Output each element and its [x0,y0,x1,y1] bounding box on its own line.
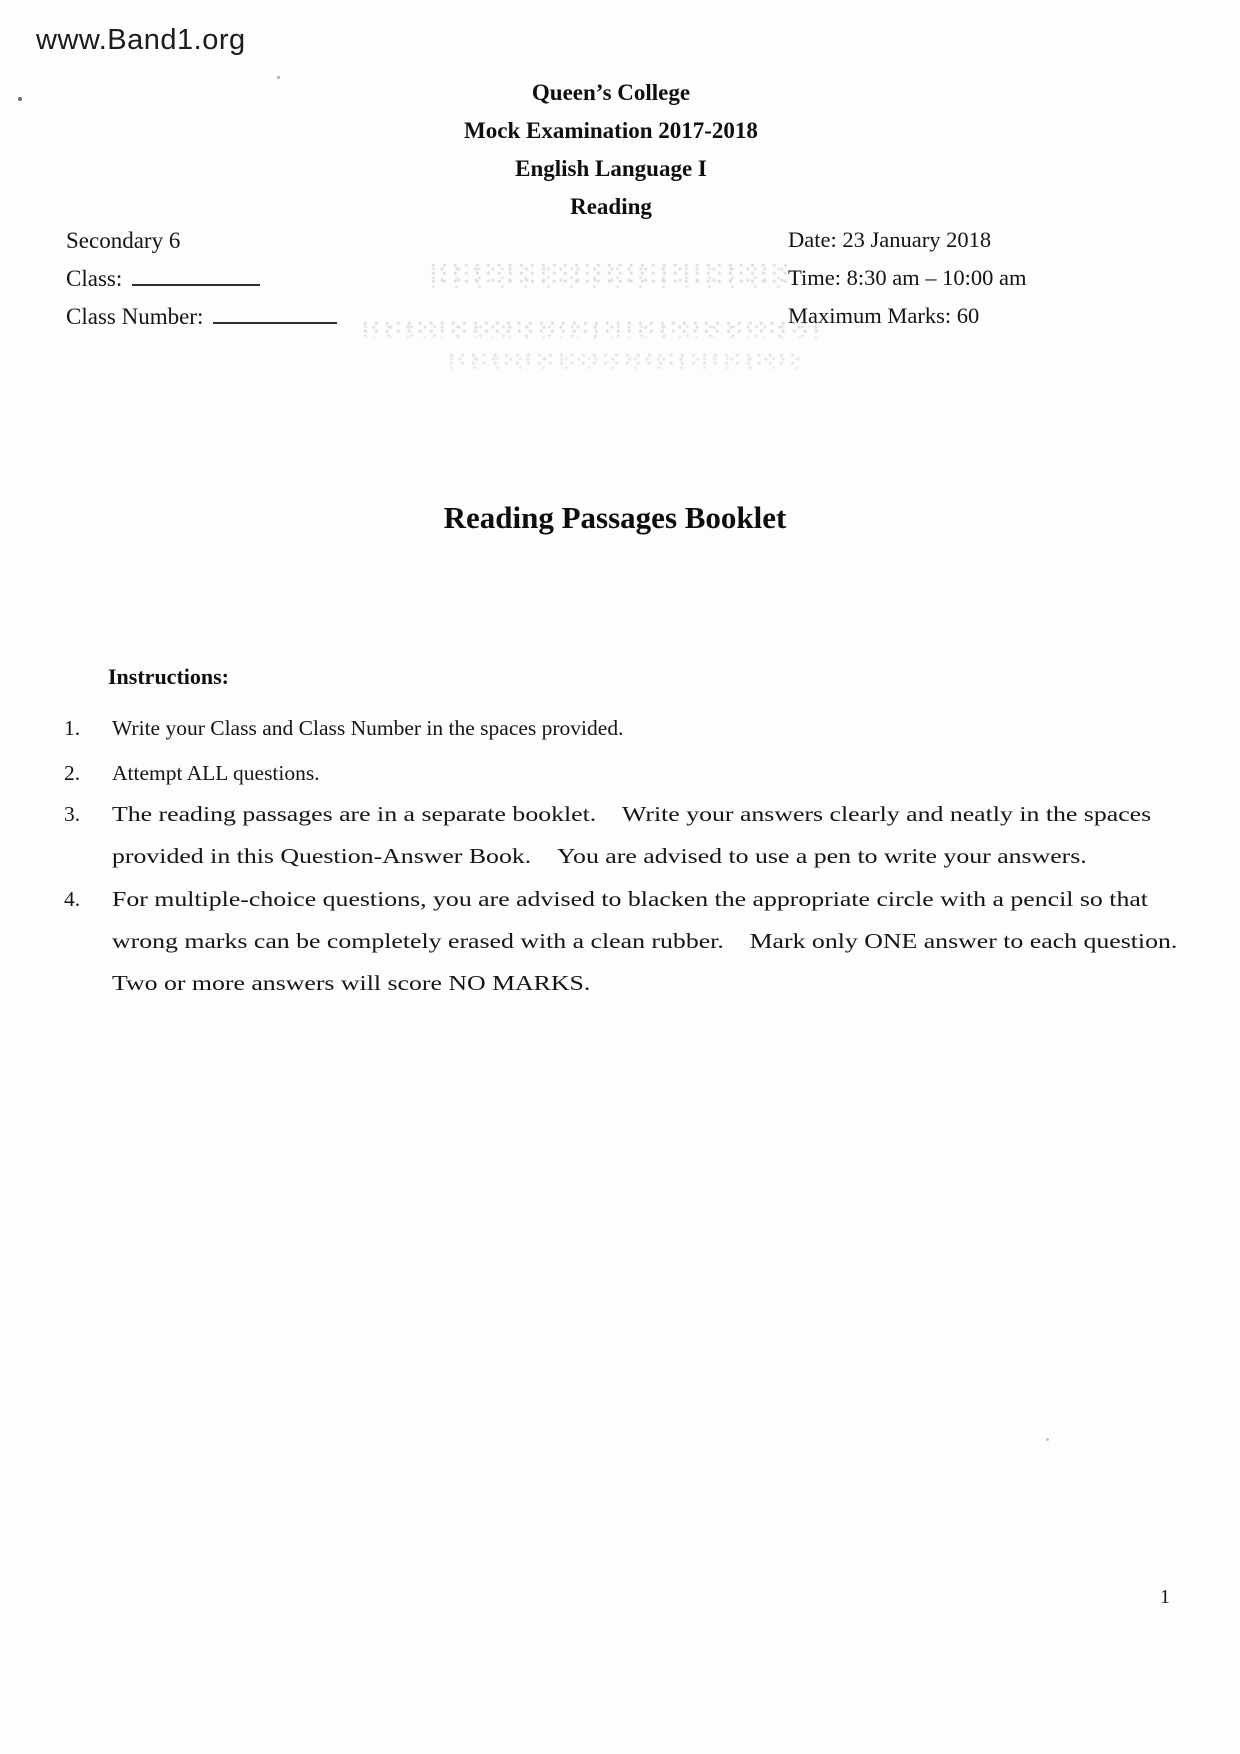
item-number: 4. [64,887,81,911]
watermark-url: www.Band1.org [36,24,246,56]
instruction-line: Write your Class and Class Number in the spaces provided. [112,716,624,740]
paper-title: Reading [570,194,652,219]
instruction-line: provided in this Question-Answer Book. You are advised to use a pen to write your answers. [112,844,1087,868]
class-number-blank-field [213,300,337,324]
item-text [112,878,1178,1004]
exam-time: Time: 8:30 am – 10:00 am [788,265,1027,290]
class-number-row [66,298,337,336]
scan-speck [18,97,22,101]
instruction-line: wrong marks can be completely erased with a clean rubber. Mark only ONE answer to each question. [112,929,1178,953]
candidate-info [66,222,337,336]
exam-date: Date: 23 January 2018 [788,227,992,252]
school-name: Queen’s College [531,80,691,105]
item-text [112,707,623,749]
instruction-item-4 [64,878,1178,1004]
scan-speck [277,76,280,79]
instruction-line: For multiple-choice questions, you are advised to blacken the appropriate circle with a pencil so that [112,887,1148,911]
instruction-item-1 [64,707,623,749]
scan-smudge [448,352,800,369]
item-text [112,793,1152,877]
item-number: 1. [64,716,81,740]
instruction-line: Attempt ALL questions. [112,761,320,785]
scan-smudge [362,320,820,338]
exam-info [788,221,1027,335]
max-marks: Maximum Marks: 60 [788,303,980,328]
instruction-line: The reading passages are in a separate booklet. Write your answers clearly and neatly in the spaces [112,802,1152,826]
booklet-title: Reading Passages Booklet [443,500,787,535]
instruction-item-2 [64,752,320,794]
class-row [66,260,337,298]
class-blank-field [132,262,260,286]
class-number-label: Class Number: [66,304,204,329]
instruction-line: Two or more answers will score NO MARKS. [112,971,591,995]
instructions-heading: Instructions: [108,664,230,689]
exam-header [0,74,1222,226]
instruction-item-3 [64,793,1152,877]
level-label: Secondary 6 [66,228,181,253]
class-label: Class: [66,266,123,291]
item-text [112,752,320,794]
item-number: 2. [64,761,81,785]
scan-smudge [430,262,792,288]
exam-title: Mock Examination 2017-2018 [464,118,758,143]
scan-speck [1046,1438,1049,1441]
subject-title: English Language I [515,156,707,181]
page-number: 1 [1160,1586,1170,1608]
item-number: 3. [64,802,81,826]
